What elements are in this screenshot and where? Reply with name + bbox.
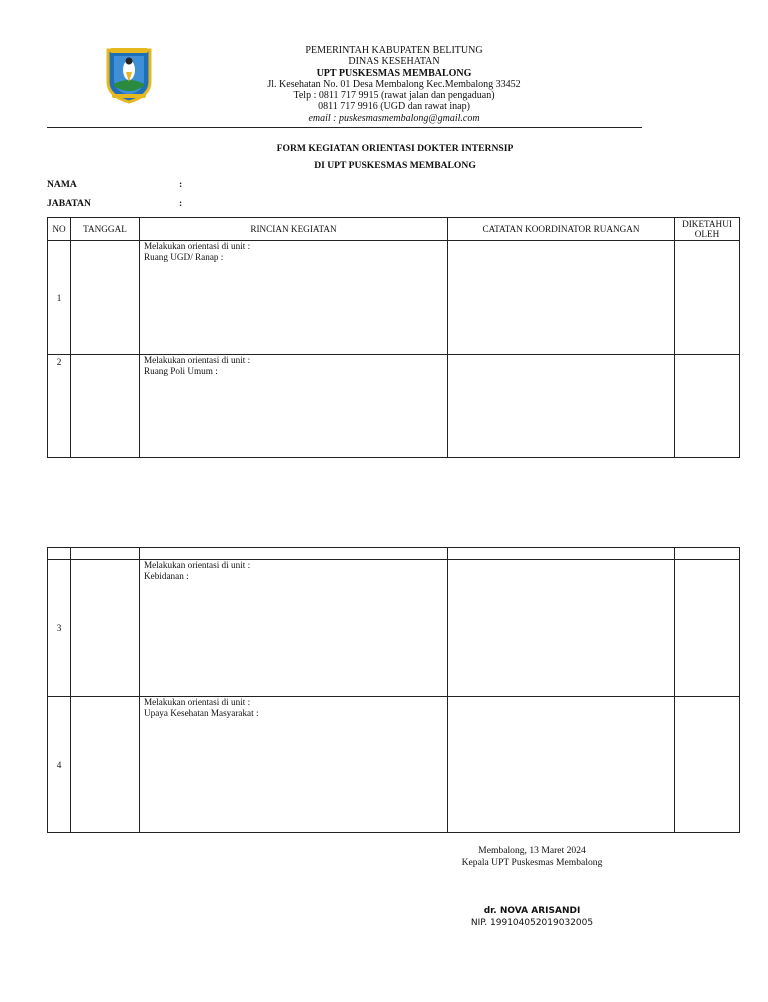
col-header-no: NO [48,218,71,241]
table-row [48,355,740,458]
row-description [140,560,448,697]
header-government: PEMERINTAH KABUPATEN BELITUNG [305,45,483,56]
signature-place-date: Membalong, 13 Maret 2024 [478,845,586,856]
table-header-row [48,218,740,241]
row-description-line2: Ruang Poli Umum : [144,365,218,376]
col-header-rincian: RINCIAN KEGIATAN [140,218,448,241]
row-description-line2: Ruang UGD/ Ranap : [144,251,224,262]
row-description [140,241,448,355]
row-acknowledged-cell[interactable] [675,560,740,697]
row-description-line1: Melakukan orientasi di unit : [144,355,251,365]
field-nama-label: NAMA [47,179,77,190]
field-jabatan-label: JABATAN [47,198,91,209]
letterhead-divider [47,127,642,128]
signatory-name: dr. NOVA ARISANDI [483,906,581,916]
row-coordinator-note-cell[interactable] [448,697,675,833]
form-title: FORM KEGIATAN ORIENTASI DOKTER INTERNSIP [276,143,514,154]
col-header-tanggal: TANGGAL [71,218,140,241]
field-nama [47,179,183,190]
row-description-line1: Melakukan orientasi di unit : [144,697,251,707]
row-date-cell[interactable] [71,697,140,833]
belitung-emblem-logo [104,46,154,104]
header-institution: UPT PUSKESMAS MEMBALONG [316,67,472,79]
col-header-diketahui: DIKETAHUI OLEH [675,218,740,241]
header-phone-1: Telp : 0811 717 9915 (rawat jalan dan pengaduan) [293,90,495,102]
table-row [48,697,740,833]
row-coordinator-note-cell[interactable] [448,560,675,697]
row-date-cell[interactable] [71,241,140,355]
row-acknowledged-cell[interactable] [675,355,740,458]
row-date-cell[interactable] [71,560,140,697]
row-acknowledged-cell[interactable] [675,241,740,355]
row-description [140,697,448,833]
row-description-line1: Melakukan orientasi di unit : [144,241,251,251]
row-description-line2: Upaya Kesehatan Masyarakat : [144,707,259,718]
row-description-line1: Melakukan orientasi di unit : [144,560,251,570]
field-jabatan-colon: : [179,198,183,209]
header-email: email : puskesmasmembalong@gmail.com [308,112,480,124]
table-spacer-row [48,548,740,560]
letterhead [180,45,608,124]
row-coordinator-note-cell[interactable] [448,241,675,355]
activity-table-page-2 [47,547,740,833]
signature-role: Kepala UPT Puskesmas Membalong [461,857,603,868]
table-row [48,241,740,355]
table-row [48,560,740,697]
row-number: 1 [48,241,71,355]
row-number: 3 [48,560,71,697]
row-coordinator-note-cell[interactable] [448,355,675,458]
col-header-catatan: CATATAN KOORDINATOR RUANGAN [448,218,675,241]
activity-table-page-1 [47,217,740,458]
form-subtitle: DI UPT PUSKESMAS MEMBALONG [314,160,476,171]
row-number: 4 [48,697,71,833]
row-acknowledged-cell[interactable] [675,697,740,833]
row-description [140,355,448,458]
field-jabatan [47,198,183,209]
row-number: 2 [48,355,71,458]
header-address: Jl. Kesehatan No. 01 Desa Membalong Kec.Membalong 33452 [267,78,521,90]
signatory-nip: NIP. 199104052019032005 [470,918,594,928]
field-nama-colon: : [179,179,183,190]
row-description-line2: Kebidanan : [144,570,189,581]
header-phone-2: 0811 717 9916 (UGD dan rawat inap) [318,101,470,113]
header-agency: DINAS KESEHATAN [348,56,440,68]
row-date-cell[interactable] [71,355,140,458]
